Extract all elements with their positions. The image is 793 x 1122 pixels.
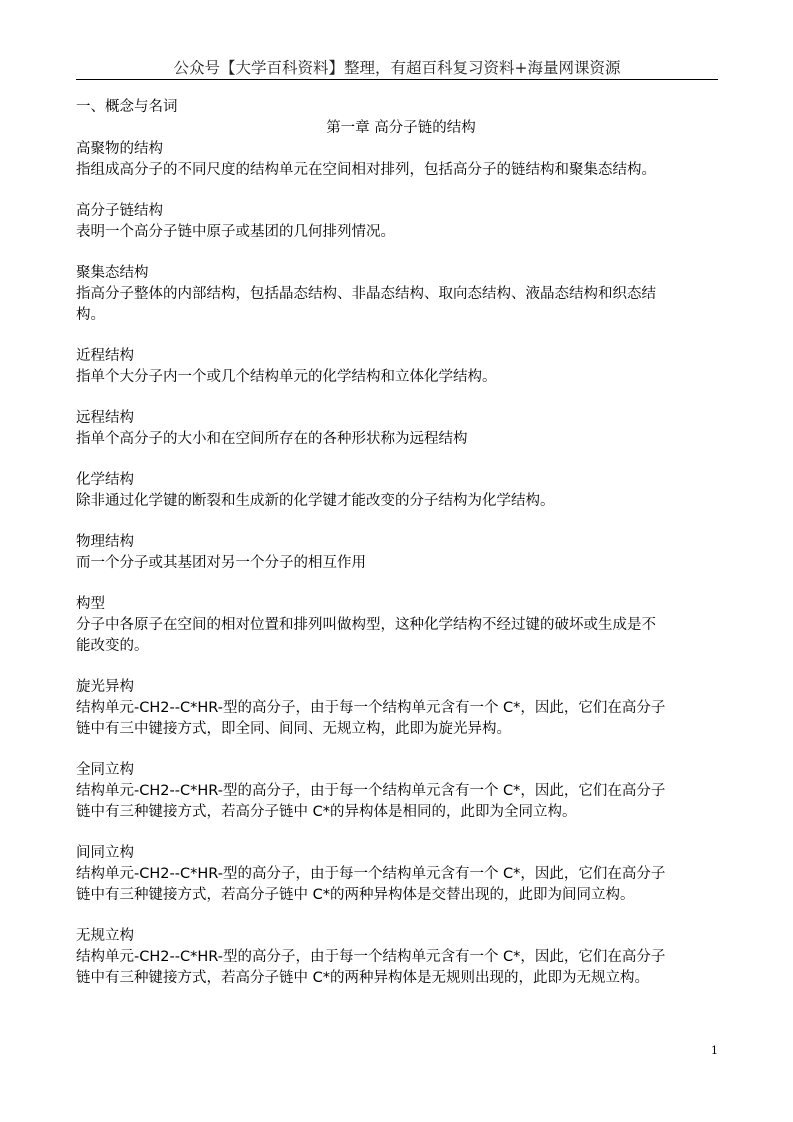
definition-text-line: 而一个分子或其基团对另一个分子的相互作用 xyxy=(76,555,366,571)
definition-text-line: 能改变的。 xyxy=(76,638,149,654)
term-title: 远程结构 xyxy=(76,410,134,426)
term-title: 无规立构 xyxy=(76,928,134,944)
term-title: 间同立构 xyxy=(76,845,134,861)
term-title: 高聚物的结构 xyxy=(76,141,163,157)
term-title: 聚集态结构 xyxy=(76,265,149,281)
definition-text-line: 指单个大分子内一个或几个结构单元的化学结构和立体化学结构。 xyxy=(76,369,497,385)
part-title: 一、概念与名词 xyxy=(76,99,178,115)
definition-text-line: 结构单元-CH2--C*HR-型的高分子，由于每一个结构单元含有一个 C*，因此，它们在高分子 xyxy=(76,949,666,965)
definition-section xyxy=(76,926,726,989)
term-title: 构型 xyxy=(76,596,105,612)
definition-text-line: 结构单元-CH2--C*HR-型的高分子，由于每一个结构单元含有一个 C*，因此，它们在高分子 xyxy=(76,700,666,716)
definition-section xyxy=(76,470,726,512)
definition-section xyxy=(76,263,726,326)
definition-text-line: 链中有三种键接方式，若高分子链中 C*的两种异构体是交替出现的，此即为间同立构。 xyxy=(76,887,635,903)
definition-section xyxy=(76,594,726,657)
definition-text-line: 结构单元-CH2--C*HR-型的高分子，由于每一个结构单元含有一个 C*，因此，它们在高分子 xyxy=(76,783,666,799)
definition-section xyxy=(76,139,726,181)
definition-text-line: 分子中各原子在空间的相对位置和排列叫做构型，这种化学结构不经过键的破坏或生成是不 xyxy=(76,617,656,633)
definition-section xyxy=(76,760,726,823)
term-title: 高分子链结构 xyxy=(76,203,163,219)
term-title: 近程结构 xyxy=(76,348,134,364)
definition-section xyxy=(76,201,726,243)
definition-text-line: 指高分子整体的内部结构，包括晶态结构、非晶态结构、取向态结构、液晶态结构和织态结 xyxy=(76,286,656,302)
definition-section xyxy=(76,346,726,388)
definition-text-line: 指单个高分子的大小和在空间所存在的各种形状称为远程结构 xyxy=(76,431,468,447)
term-title: 旋光异构 xyxy=(76,679,134,695)
page-header: 公众号【大学百科资料】整理，有超百科复习资料+海量网课资源 xyxy=(173,59,621,77)
definition-section xyxy=(76,677,726,740)
definition-section xyxy=(76,408,726,450)
document-body xyxy=(76,97,726,1009)
definition-text-line: 结构单元-CH2--C*HR-型的高分子，由于每一个结构单元含有一个 C*，因此，它们在高分子 xyxy=(76,866,666,882)
definition-text-line: 链中有三中键接方式，即全同、间同、无规立构，此即为旋光异构。 xyxy=(76,721,511,737)
header-rule xyxy=(76,79,718,80)
definition-text-line: 构。 xyxy=(76,307,105,323)
definition-text-line: 表明一个高分子链中原子或基团的几何排列情况。 xyxy=(76,224,395,240)
definition-section xyxy=(76,532,726,574)
definition-section xyxy=(76,843,726,906)
definition-text-line: 链中有三种键接方式，若高分子链中 C*的异构体是相同的，此即为全同立构。 xyxy=(76,804,577,820)
definition-text-line: 除非通过化学键的断裂和生成新的化学键才能改变的分子结构为化学结构。 xyxy=(76,493,555,509)
page-number: 1 xyxy=(711,1044,718,1057)
term-title: 全同立构 xyxy=(76,762,134,778)
term-title: 物理结构 xyxy=(76,534,134,550)
definitions-list xyxy=(76,139,726,989)
definition-text-line: 链中有三种键接方式，若高分子链中 C*的两种异构体是无规则出现的，此即为无规立构。 xyxy=(76,970,649,986)
chapter-title: 第一章 高分子链的结构 xyxy=(326,120,476,136)
term-title: 化学结构 xyxy=(76,472,134,488)
definition-text-line: 指组成高分子的不同尺度的结构单元在空间相对排列，包括高分子的链结构和聚集态结构。 xyxy=(76,162,656,178)
